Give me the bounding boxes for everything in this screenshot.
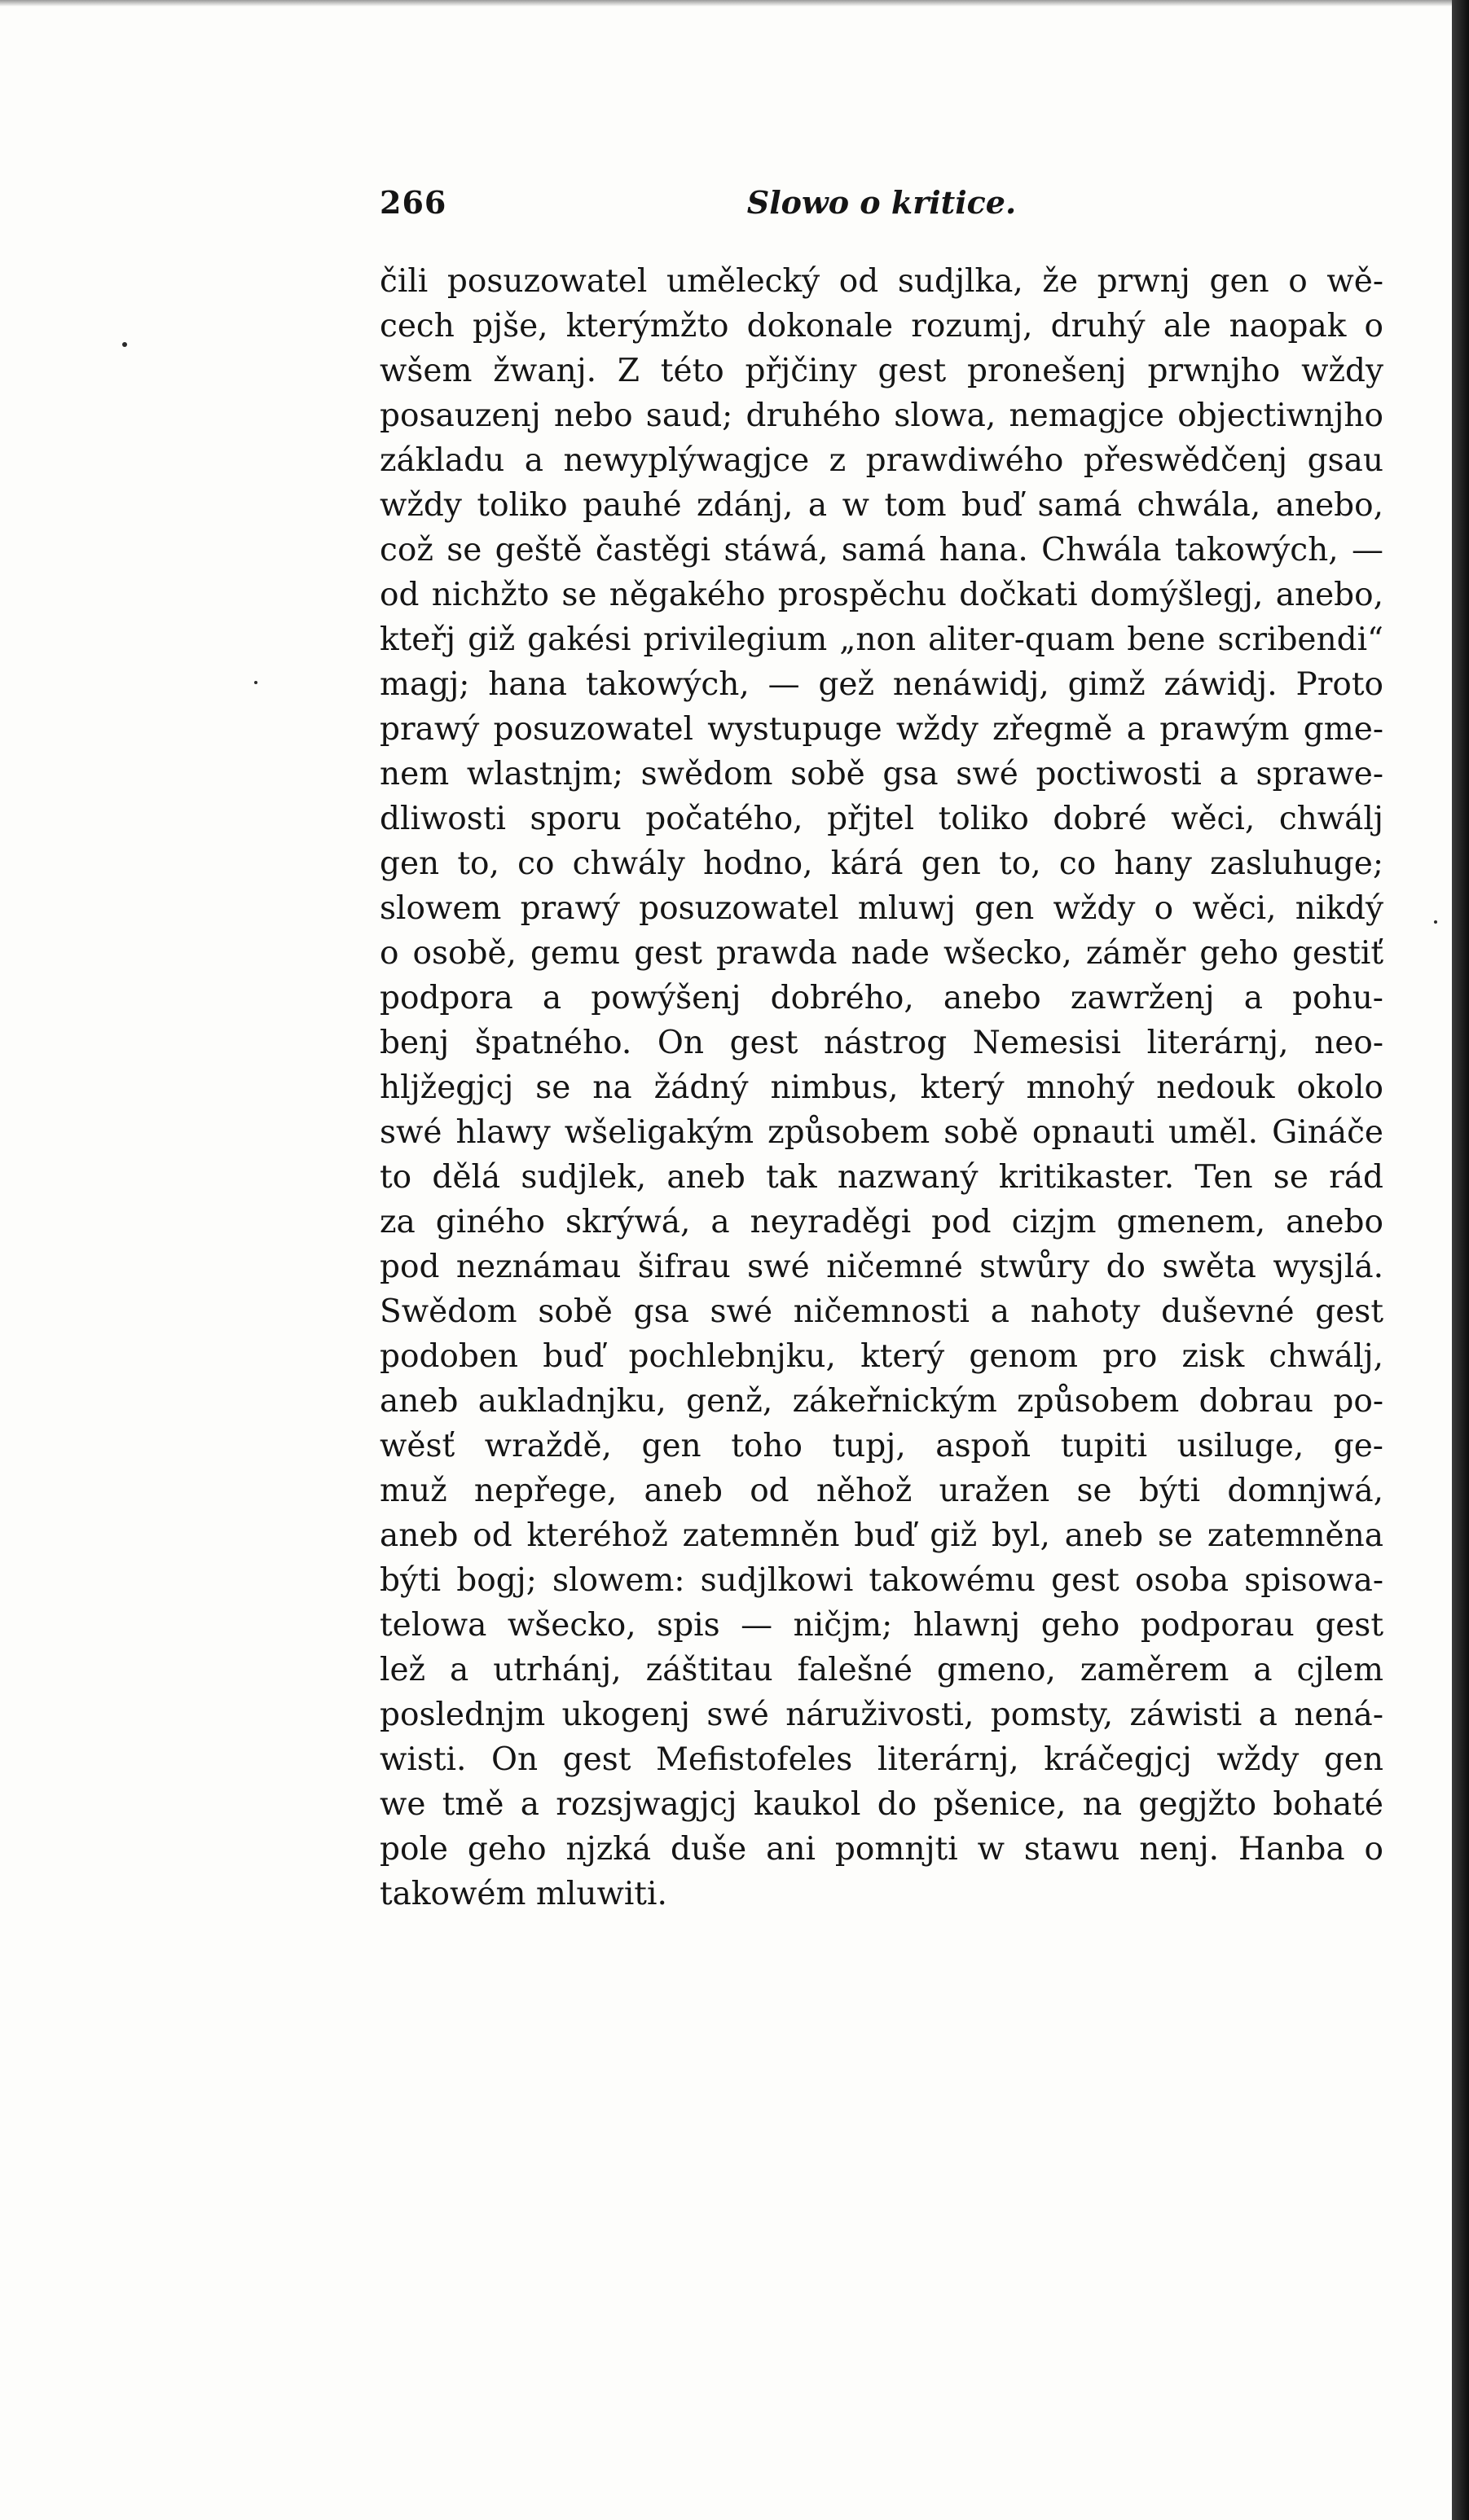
ink-speck [122, 342, 127, 347]
page-number: 266 [380, 184, 447, 221]
text-line: benj špatného. On gest nástrog Nemesisi literárnj, neo- [380, 1025, 1383, 1061]
text-line: aneb aukladnjku, genž, zákeřnickým způsobem dobrau po- [380, 1383, 1383, 1420]
page-header [380, 184, 1383, 233]
text-line: we tmě a rozsjwagjcj kaukol do pšenice, na gegjžto bohaté [380, 1786, 1383, 1823]
text-line: Swědom sobě gsa swé ničemnosti a nahoty duševné gest [380, 1293, 1383, 1330]
text-line: základu a newyplýwagjce z prawdiwého přeswědčenj gsau [380, 442, 1383, 479]
text-line: prawý posuzowatel wystupuge wždy zřegmě a prawým gme- [380, 711, 1383, 748]
text-line: čili posuzowatel umělecký od sudjlka, že prwnj gen o wě- [380, 263, 1383, 300]
body-text [380, 259, 1383, 1916]
text-line: telowa wšecko, spis — ničjm; hlawnj geho podporau gest [380, 1607, 1383, 1644]
text-line: hljžegjcj se na žádný nimbus, který mnohý nedouk okolo [380, 1069, 1383, 1106]
scan-right-edge [1452, 0, 1469, 2520]
text-line: lež a utrhánj, záštitau falešné gmeno, zaměrem a cjlem [380, 1652, 1383, 1688]
text-line: wěsť wraždě, gen toho tupj, aspoň tupiti usiluge, ge- [380, 1428, 1383, 1464]
text-line: nem wlastnjm; swědom sobě gsa swé poctiwosti a sprawe- [380, 756, 1383, 792]
page-top-edge-shadow [0, 0, 1452, 7]
text-line: to dělá sudjlek, aneb tak nazwaný kritikaster. Ten se rád [380, 1159, 1383, 1196]
text-line: wždy toliko pauhé zdánj, a w tom buď samá chwála, anebo, [380, 487, 1383, 524]
text-line: wisti. On gest Mefistofeles literárnj, kráčegjcj wždy gen [380, 1741, 1383, 1778]
text-line: wšem žwanj. Z této přjčiny gest pronešenj prwnjho wždy [380, 353, 1383, 389]
text-line: gen to, co chwály hodno, kárá gen to, co hany zasluhuge; [380, 845, 1383, 882]
text-line: muž nepřege, aneb od něhož uražen se býti domnjwá, [380, 1473, 1383, 1509]
text-line: kteřj giž gakési privilegium „non aliter-quam bene scribendi“ [380, 621, 1383, 658]
ink-speck [254, 681, 257, 684]
running-title: Slowo o kritice. [746, 184, 1017, 221]
text-line: od nichžto se něgakého prospěchu dočkati domýšlegj, anebo, [380, 577, 1383, 613]
text-line: swé hlawy wšeligakým způsobem sobě opnauti uměl. Gináče [380, 1114, 1383, 1151]
text-line: za giného skrýwá, a neyraděgi pod cizjm gmenem, anebo [380, 1204, 1383, 1240]
ink-speck [1434, 920, 1437, 924]
text-line: dliwosti sporu počatého, přjtel toliko dobré wěci, chwálj [380, 801, 1383, 837]
text-line: podpora a powýšenj dobrého, anebo zawrženj a pohu- [380, 980, 1383, 1016]
text-line: býti bogj; slowem: sudjlkowi takowému gest osoba spisowa- [380, 1562, 1383, 1599]
text-line: slowem prawý posuzowatel mluwj gen wždy o wěci, nikdý [380, 890, 1383, 927]
text-line: poslednjm ukogenj swé náruživosti, pomsty, záwisti a nená- [380, 1697, 1383, 1733]
text-line: pod neznámau šifrau swé ničemné stwůry do swěta wysjlá. [380, 1249, 1383, 1285]
text-line: magj; hana takowých, — gež nenáwidj, gimž záwidj. Proto [380, 666, 1383, 703]
text-line: podoben buď pochlebnjku, který genom pro zisk chwálj, [380, 1338, 1383, 1375]
text-line: posauzenj nebo saud; druhého slowa, nemagjce objectiwnjho [380, 397, 1383, 434]
text-line: což se geště častěgi stáwá, samá hana. Chwála takowých, — [380, 532, 1383, 569]
text-line: cech pjše, kterýmžto dokonale rozumj, druhý ale naopak o [380, 308, 1383, 345]
text-line: pole geho njzká duše ani pomnjti w stawu nenj. Hanba o [380, 1831, 1383, 1868]
text-line: o osobě, gemu gest prawda nade wšecko, záměr geho gestiť [380, 935, 1383, 972]
text-line: aneb od kteréhož zatemněn buď giž byl, aneb se zatemněna [380, 1517, 1383, 1554]
text-line: takowém mluwiti. [380, 1876, 667, 1912]
